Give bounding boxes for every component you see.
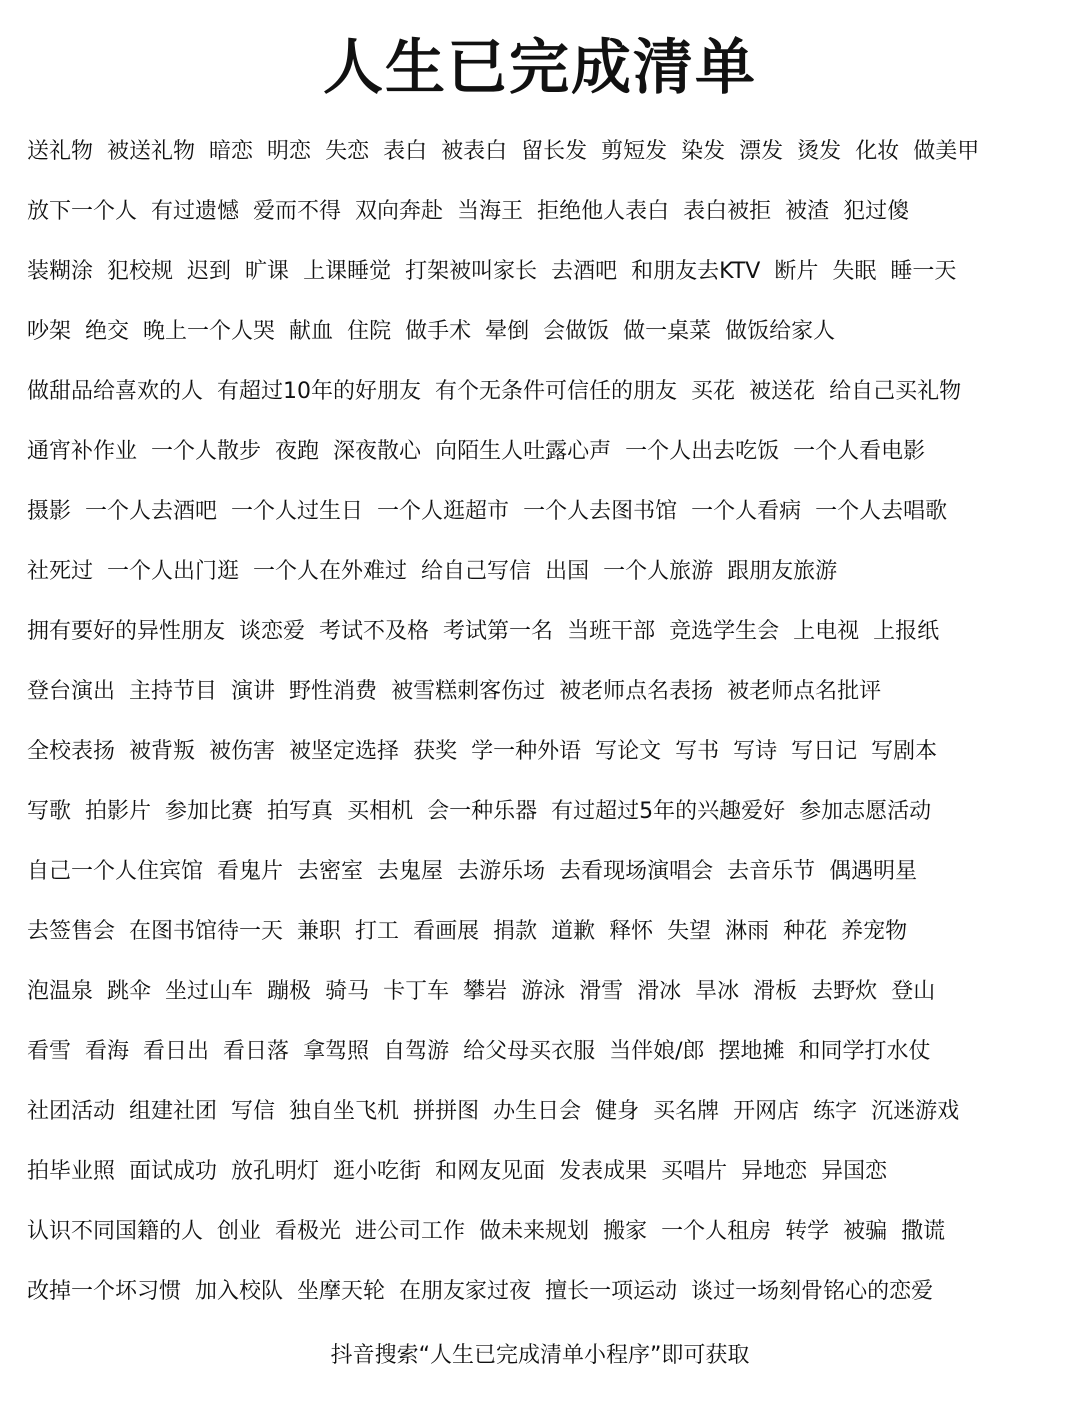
- checklist-item: 考试第一名: [443, 619, 554, 644]
- checklist-row: [27, 542, 1067, 602]
- checklist-item: 异国恋: [821, 1159, 888, 1184]
- checklist-item: 去酒吧: [551, 259, 618, 284]
- checklist-row: [27, 1202, 1067, 1262]
- checklist-item: 写论文: [595, 739, 662, 764]
- checklist-item: 旷课: [245, 259, 290, 284]
- checklist-item: 一个人租房: [661, 1219, 772, 1244]
- checklist-item: 去看现场演唱会: [559, 859, 714, 884]
- checklist-item: 会做饭: [543, 319, 610, 344]
- checklist-item: 犯过傻: [843, 199, 910, 224]
- checklist-row: [27, 362, 1067, 422]
- checklist-item: 有个无条件可信任的朋友: [435, 379, 678, 404]
- checklist-item: 失望: [667, 919, 712, 944]
- checklist-item: 写歌: [27, 799, 72, 824]
- checklist-row: [27, 182, 1067, 242]
- checklist: [27, 122, 1067, 1322]
- checklist-item: 被雪糕刺客伤过: [391, 679, 546, 704]
- checklist-item: 当班干部: [567, 619, 656, 644]
- checklist-item: 打架被叫家长: [405, 259, 538, 284]
- checklist-item: 放下一个人: [27, 199, 138, 224]
- checklist-item: 一个人看电影: [793, 439, 926, 464]
- checklist-item: 看鬼片: [217, 859, 284, 884]
- checklist-item: 自己一个人住宾馆: [27, 859, 204, 884]
- checklist-item: 住院: [347, 319, 392, 344]
- checklist-item: 买花: [691, 379, 736, 404]
- checklist-item: 谈恋爱: [239, 619, 306, 644]
- checklist-item: 面试成功: [129, 1159, 218, 1184]
- checklist-item: 滑板: [753, 979, 798, 1004]
- checklist-item: 考试不及格: [319, 619, 430, 644]
- checklist-item: 睡一天: [890, 259, 957, 284]
- checklist-item: 给自己买礼物: [829, 379, 962, 404]
- checklist-item: 泡温泉: [27, 979, 94, 1004]
- checklist-item: 和同学打水仗: [798, 1039, 931, 1064]
- checklist-item: 办生日会: [493, 1099, 582, 1124]
- checklist-row: [27, 122, 1067, 182]
- checklist-item: 野性消费: [289, 679, 378, 704]
- checklist-item: 跳伞: [107, 979, 152, 1004]
- checklist-item: 拒绝他人表白: [537, 199, 670, 224]
- checklist-item: 深夜散心: [333, 439, 422, 464]
- checklist-item: 看画展: [413, 919, 480, 944]
- checklist-item: 被老师点名批评: [727, 679, 882, 704]
- checklist-item: 当伴娘/郎: [609, 1039, 705, 1064]
- checklist-item: 拍写真: [267, 799, 334, 824]
- checklist-item: 一个人去图书馆: [523, 499, 678, 524]
- checklist-row: [27, 1022, 1067, 1082]
- checklist-item: 认识不同国籍的人: [27, 1219, 204, 1244]
- checklist-item: 被坚定选择: [289, 739, 400, 764]
- checklist-item: 写日记: [791, 739, 858, 764]
- checklist-item: 获奖: [413, 739, 458, 764]
- checklist-item: 全校表扬: [27, 739, 116, 764]
- checklist-item: 去密室: [297, 859, 364, 884]
- checklist-row: [27, 422, 1067, 482]
- checklist-item: 道歉: [551, 919, 596, 944]
- checklist-item: 攀岩: [463, 979, 508, 1004]
- checklist-row: [27, 782, 1067, 842]
- checklist-item: 种花: [783, 919, 828, 944]
- checklist-item: 迟到: [187, 259, 232, 284]
- checklist-item: 做甜品给喜欢的人: [27, 379, 204, 404]
- checklist-item: 转学: [785, 1219, 830, 1244]
- checklist-row: [27, 1082, 1067, 1142]
- checklist-item: 骑马: [325, 979, 370, 1004]
- checklist-item: 演讲: [231, 679, 276, 704]
- footer-note: 抖音搜索“人生已完成清单小程序”即可获取: [330, 1343, 750, 1368]
- checklist-item: 释怀: [609, 919, 654, 944]
- checklist-item: 开网店: [733, 1099, 800, 1124]
- checklist-item: 被送礼物: [107, 139, 196, 164]
- checklist-item: 看海: [85, 1039, 130, 1064]
- checklist-item: 坐过山车: [165, 979, 254, 1004]
- checklist-item: 去游乐场: [457, 859, 546, 884]
- checklist-item: 写剧本: [871, 739, 938, 764]
- checklist-item: 坐摩天轮: [297, 1279, 386, 1304]
- checklist-item: 旱冰: [695, 979, 740, 1004]
- checklist-item: 明恋: [267, 139, 312, 164]
- checklist-item: 上报纸: [873, 619, 940, 644]
- checklist-item: 擅长一项运动: [545, 1279, 678, 1304]
- checklist-item: 被表白: [441, 139, 508, 164]
- checklist-row: [27, 902, 1067, 962]
- checklist-item: 捐款: [493, 919, 538, 944]
- checklist-item: 创业: [217, 1219, 262, 1244]
- checklist-item: 游泳: [521, 979, 566, 1004]
- checklist-item: 养宠物: [841, 919, 908, 944]
- checklist-item: 漂发: [739, 139, 784, 164]
- checklist-row: [27, 242, 1067, 302]
- checklist-row: [27, 1262, 1067, 1322]
- checklist-item: 向陌生人吐露心声: [435, 439, 612, 464]
- checklist-item: 去签售会: [27, 919, 116, 944]
- checklist-item: 拼拼图: [413, 1099, 480, 1124]
- checklist-item: 偶遇明星: [829, 859, 918, 884]
- checklist-item: 看日出: [143, 1039, 210, 1064]
- checklist-item: 异地恋: [741, 1159, 808, 1184]
- checklist-item: 一个人逛超市: [377, 499, 510, 524]
- checklist-item: 晕倒: [485, 319, 530, 344]
- checklist-item: 做饭给家人: [725, 319, 836, 344]
- checklist-item: 自驾游: [383, 1039, 450, 1064]
- checklist-item: 夜跑: [275, 439, 320, 464]
- checklist-item: 化妆: [855, 139, 900, 164]
- checklist-item: 被骗: [843, 1219, 888, 1244]
- checklist-item: 出国: [545, 559, 590, 584]
- checklist-item: 淋雨: [725, 919, 770, 944]
- checklist-item: 摆地摊: [718, 1039, 785, 1064]
- checklist-item: 看雪: [27, 1039, 72, 1064]
- checklist-item: 买唱片: [661, 1159, 728, 1184]
- checklist-item: 表白: [383, 139, 428, 164]
- checklist-item: 社死过: [27, 559, 94, 584]
- checklist-item: 上课睡觉: [303, 259, 392, 284]
- checklist-item: 搬家: [603, 1219, 648, 1244]
- checklist-item: 逛小吃街: [333, 1159, 422, 1184]
- checklist-item: 改掉一个坏习惯: [27, 1279, 182, 1304]
- checklist-item: 双向奔赴: [355, 199, 444, 224]
- checklist-item: 一个人出去吃饭: [625, 439, 780, 464]
- checklist-row: [27, 302, 1067, 362]
- checklist-row: [27, 962, 1067, 1022]
- checklist-item: 有过遗憾: [151, 199, 240, 224]
- checklist-item: 被送花: [749, 379, 816, 404]
- checklist-item: 吵架: [27, 319, 72, 344]
- checklist-item: 被老师点名表扬: [559, 679, 714, 704]
- checklist-item: 送礼物: [27, 139, 94, 164]
- checklist-item: 有过超过5年的兴趣爱好: [551, 799, 786, 824]
- checklist-item: 一个人去唱歌: [815, 499, 948, 524]
- checklist-item: 写信: [231, 1099, 276, 1124]
- checklist-item: 拍影片: [85, 799, 152, 824]
- checklist-item: 爱而不得: [253, 199, 342, 224]
- checklist-item: 撒谎: [901, 1219, 946, 1244]
- checklist-item: 一个人出门逛: [107, 559, 240, 584]
- checklist-item: 参加比赛: [165, 799, 254, 824]
- checklist-row: [27, 602, 1067, 662]
- checklist-item: 剪短发: [601, 139, 668, 164]
- checklist-item: 打工: [355, 919, 400, 944]
- checklist-item: 有超过10年的好朋友: [217, 379, 422, 404]
- checklist-item: 一个人散步: [151, 439, 262, 464]
- checklist-item: 在朋友家过夜: [399, 1279, 532, 1304]
- checklist-item: 学一种外语: [471, 739, 582, 764]
- checklist-item: 放孔明灯: [231, 1159, 320, 1184]
- checklist-item: 沉迷游戏: [871, 1099, 960, 1124]
- checklist-item: 兼职: [297, 919, 342, 944]
- checklist-item: 被伤害: [209, 739, 276, 764]
- checklist-item: 社团活动: [27, 1099, 116, 1124]
- checklist-item: 和网友见面: [435, 1159, 546, 1184]
- checklist-item: 练字: [813, 1099, 858, 1124]
- checklist-item: 拍毕业照: [27, 1159, 116, 1184]
- checklist-item: 给父母买衣服: [463, 1039, 596, 1064]
- checklist-item: 谈过一场刻骨铭心的恋爱: [691, 1279, 934, 1304]
- checklist-item: 做手术: [405, 319, 472, 344]
- checklist-item: 写诗: [733, 739, 778, 764]
- checklist-item: 拥有要好的异性朋友: [27, 619, 226, 644]
- checklist-item: 登台演出: [27, 679, 116, 704]
- checklist-item: 一个人旅游: [603, 559, 714, 584]
- checklist-item: 犯校规: [107, 259, 174, 284]
- checklist-item: 留长发: [521, 139, 588, 164]
- checklist-item: 当海王: [457, 199, 524, 224]
- checklist-item: 拿驾照: [303, 1039, 370, 1064]
- checklist-item: 蹦极: [267, 979, 312, 1004]
- checklist-item: 晚上一个人哭: [143, 319, 276, 344]
- checklist-item: 会一种乐器: [427, 799, 538, 824]
- checklist-item: 失眠: [832, 259, 877, 284]
- checklist-item: 烫发: [797, 139, 842, 164]
- checklist-item: 登山: [891, 979, 936, 1004]
- checklist-item: 摄影: [27, 499, 72, 524]
- checklist-item: 装糊涂: [27, 259, 94, 284]
- checklist-item: 独自坐飞机: [289, 1099, 400, 1124]
- checklist-item: 做美甲: [913, 139, 980, 164]
- checklist-row: [27, 482, 1067, 542]
- checklist-item: 滑雪: [579, 979, 624, 1004]
- checklist-item: 做一桌菜: [623, 319, 712, 344]
- checklist-item: 看极光: [275, 1219, 342, 1244]
- checklist-item: 进公司工作: [355, 1219, 466, 1244]
- checklist-item: 买相机: [347, 799, 414, 824]
- checklist-item: 健身: [595, 1099, 640, 1124]
- checklist-item: 在图书馆待一天: [129, 919, 284, 944]
- checklist-item: 去鬼屋: [377, 859, 444, 884]
- checklist-item: 暗恋: [209, 139, 254, 164]
- checklist-row: [27, 722, 1067, 782]
- checklist-item: 买名牌: [653, 1099, 720, 1124]
- checklist-item: 一个人在外难过: [253, 559, 408, 584]
- checklist-item: 参加志愿活动: [799, 799, 932, 824]
- checklist-item: 加入校队: [195, 1279, 284, 1304]
- checklist-item: 给自己写信: [421, 559, 532, 584]
- checklist-item: 跟朋友旅游: [727, 559, 838, 584]
- checklist-item: 被渣: [785, 199, 830, 224]
- checklist-item: 滑冰: [637, 979, 682, 1004]
- checklist-item: 一个人去酒吧: [85, 499, 218, 524]
- checklist-item: 写书: [675, 739, 720, 764]
- checklist-row: [27, 662, 1067, 722]
- checklist-row: [27, 1142, 1067, 1202]
- checklist-item: 一个人过生日: [231, 499, 364, 524]
- checklist-item: 通宵补作业: [27, 439, 138, 464]
- checklist-item: 去音乐节: [727, 859, 816, 884]
- checklist-item: 断片: [774, 259, 819, 284]
- checklist-item: 组建社团: [129, 1099, 218, 1124]
- checklist-row: [27, 842, 1067, 902]
- checklist-item: 去野炊: [811, 979, 878, 1004]
- checklist-item: 和朋友去KTV: [631, 259, 761, 284]
- checklist-item: 一个人看病: [691, 499, 802, 524]
- checklist-item: 被背叛: [129, 739, 196, 764]
- checklist-item: 发表成果: [559, 1159, 648, 1184]
- checklist-item: 竞选学生会: [669, 619, 780, 644]
- checklist-item: 染发: [681, 139, 726, 164]
- checklist-item: 看日落: [223, 1039, 290, 1064]
- checklist-item: 做未来规划: [479, 1219, 590, 1244]
- checklist-item: 卡丁车: [383, 979, 450, 1004]
- checklist-item: 失恋: [325, 139, 370, 164]
- checklist-item: 主持节目: [129, 679, 218, 704]
- checklist-item: 上电视: [793, 619, 860, 644]
- checklist-item: 表白被拒: [683, 199, 772, 224]
- page-title: 人生已完成清单: [323, 33, 757, 103]
- checklist-item: 献血: [289, 319, 334, 344]
- checklist-item: 绝交: [85, 319, 130, 344]
